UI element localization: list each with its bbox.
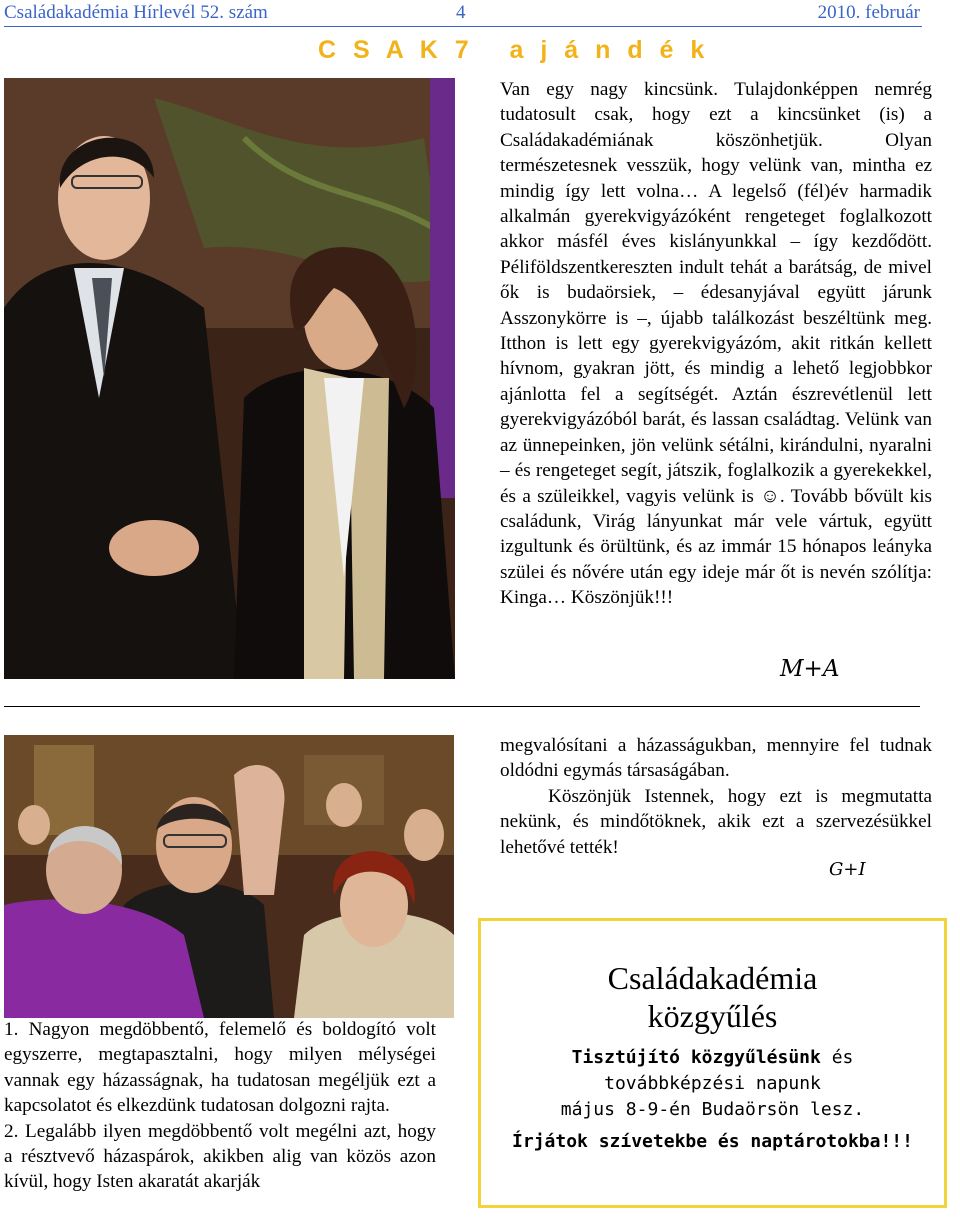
issue-date: 2010. február: [817, 2, 920, 23]
notice-line1-rest: és: [820, 1047, 854, 1068]
signature-g-i: G+I: [829, 859, 866, 880]
article-reflection-text: [4, 1017, 436, 1195]
article-reflection-continued: [500, 733, 932, 860]
article2-paragraph-continued: megvalósítani a házasságukban, mennyire fel tudnak oldódni egymás társaságában.: [500, 735, 932, 782]
section-title: C S A K 7 a j á n d é k: [318, 36, 710, 64]
article-thank-you-text: [500, 77, 932, 611]
notice-line3: május 8-9-én Budaörsön lesz.: [560, 1099, 865, 1120]
notice-title-line1: Családakadémia: [607, 960, 818, 996]
newsletter-title: Családakadémia Hírlevél 52. szám: [4, 2, 268, 23]
notice-line2: továbbképzési napunk: [604, 1073, 821, 1094]
notice-title-line2: közgyűlés: [647, 998, 778, 1034]
article2-point-1: 1. Nagyon megdöbbentő, felemelő és boldogító volt egyszerre, megtapasztalni, hogy milyen mélységei vannak egy házasságnak, ha tudatosan megéljük ezt a kapcsolatot és elkezdünk tudatosan dolgozni rajta.: [4, 1019, 436, 1117]
article1-paragraph: Van egy nagy kincsünk. Tulajdonképpen nemrég tudatosult csak, hogy ezt a kincsünket (is) a Családakadémiának köszönhetjük. Olyan természetesnek vesszük, hogy velünk van, mintha ez mindig így lett volna… A legelső (fél)év harmadik alkalmán gyerekvigyázóként rengeteget foglalkozott akkor másfél éves kislányunkkal – így kezdődött. Péliföldszentkereszten indult tehát a barátság, de mivel ők is budaörsiek, – édesanyjával együtt járunk Asszonykörre is –, újabb találkozást beszéltünk meg. Itthon is lett egy gyerekvigyázóm, akit ritkán kellett hívnom, gyakran jött, és mindig a lehető legjobbkor ajánlotta fel a segítségét. Aztán észrevétlenül lett gyerekvigyázóból barát, és lassan családtag. Velünk van az ünnepeinken, jön velünk sétálni, kirándulni, nyaralni – és rengeteget segít, játszik, foglalkozik a gyerekekkel, és a szüleikkel, vagyis velünk is ☺. Tovább bővült kis családunk, Virág lányunkat már vele vártuk, együtt izgultunk és örültünk, és az immár 15 hónapos leányka szülei és nővére után egy ideje már őt is nevén szólítja: Kinga… Köszönjük!!!: [500, 79, 932, 609]
article2-point-2: 2. Legalább ilyen megdöbbentő volt megélni azt, hogy a résztvevő házaspárok, akikben alig van közös azon kívül, hogy Isten akaratát akarják: [4, 1120, 436, 1193]
section-divider: [4, 706, 920, 707]
notice-closing: Írjátok szívetekbe és naptárotokba!!!: [512, 1131, 913, 1152]
article2-thanks: Köszönjük Istennek, hogy ezt is megmutatta nekünk, és mindőtöknek, akik ezt a szervezésükkel lehetővé tették!: [500, 785, 932, 858]
couple-photo: [4, 78, 455, 679]
page-number: 4: [456, 2, 466, 23]
notice-details: [481, 1045, 944, 1123]
general-assembly-notice: [478, 918, 947, 1208]
notice-title: [481, 959, 944, 1035]
page-header: [4, 0, 922, 27]
signature-m-a: M+A: [780, 656, 840, 682]
blessing-photo: [4, 735, 454, 1018]
notice-highlight: Tisztújító közgyűlésünk: [571, 1047, 821, 1068]
